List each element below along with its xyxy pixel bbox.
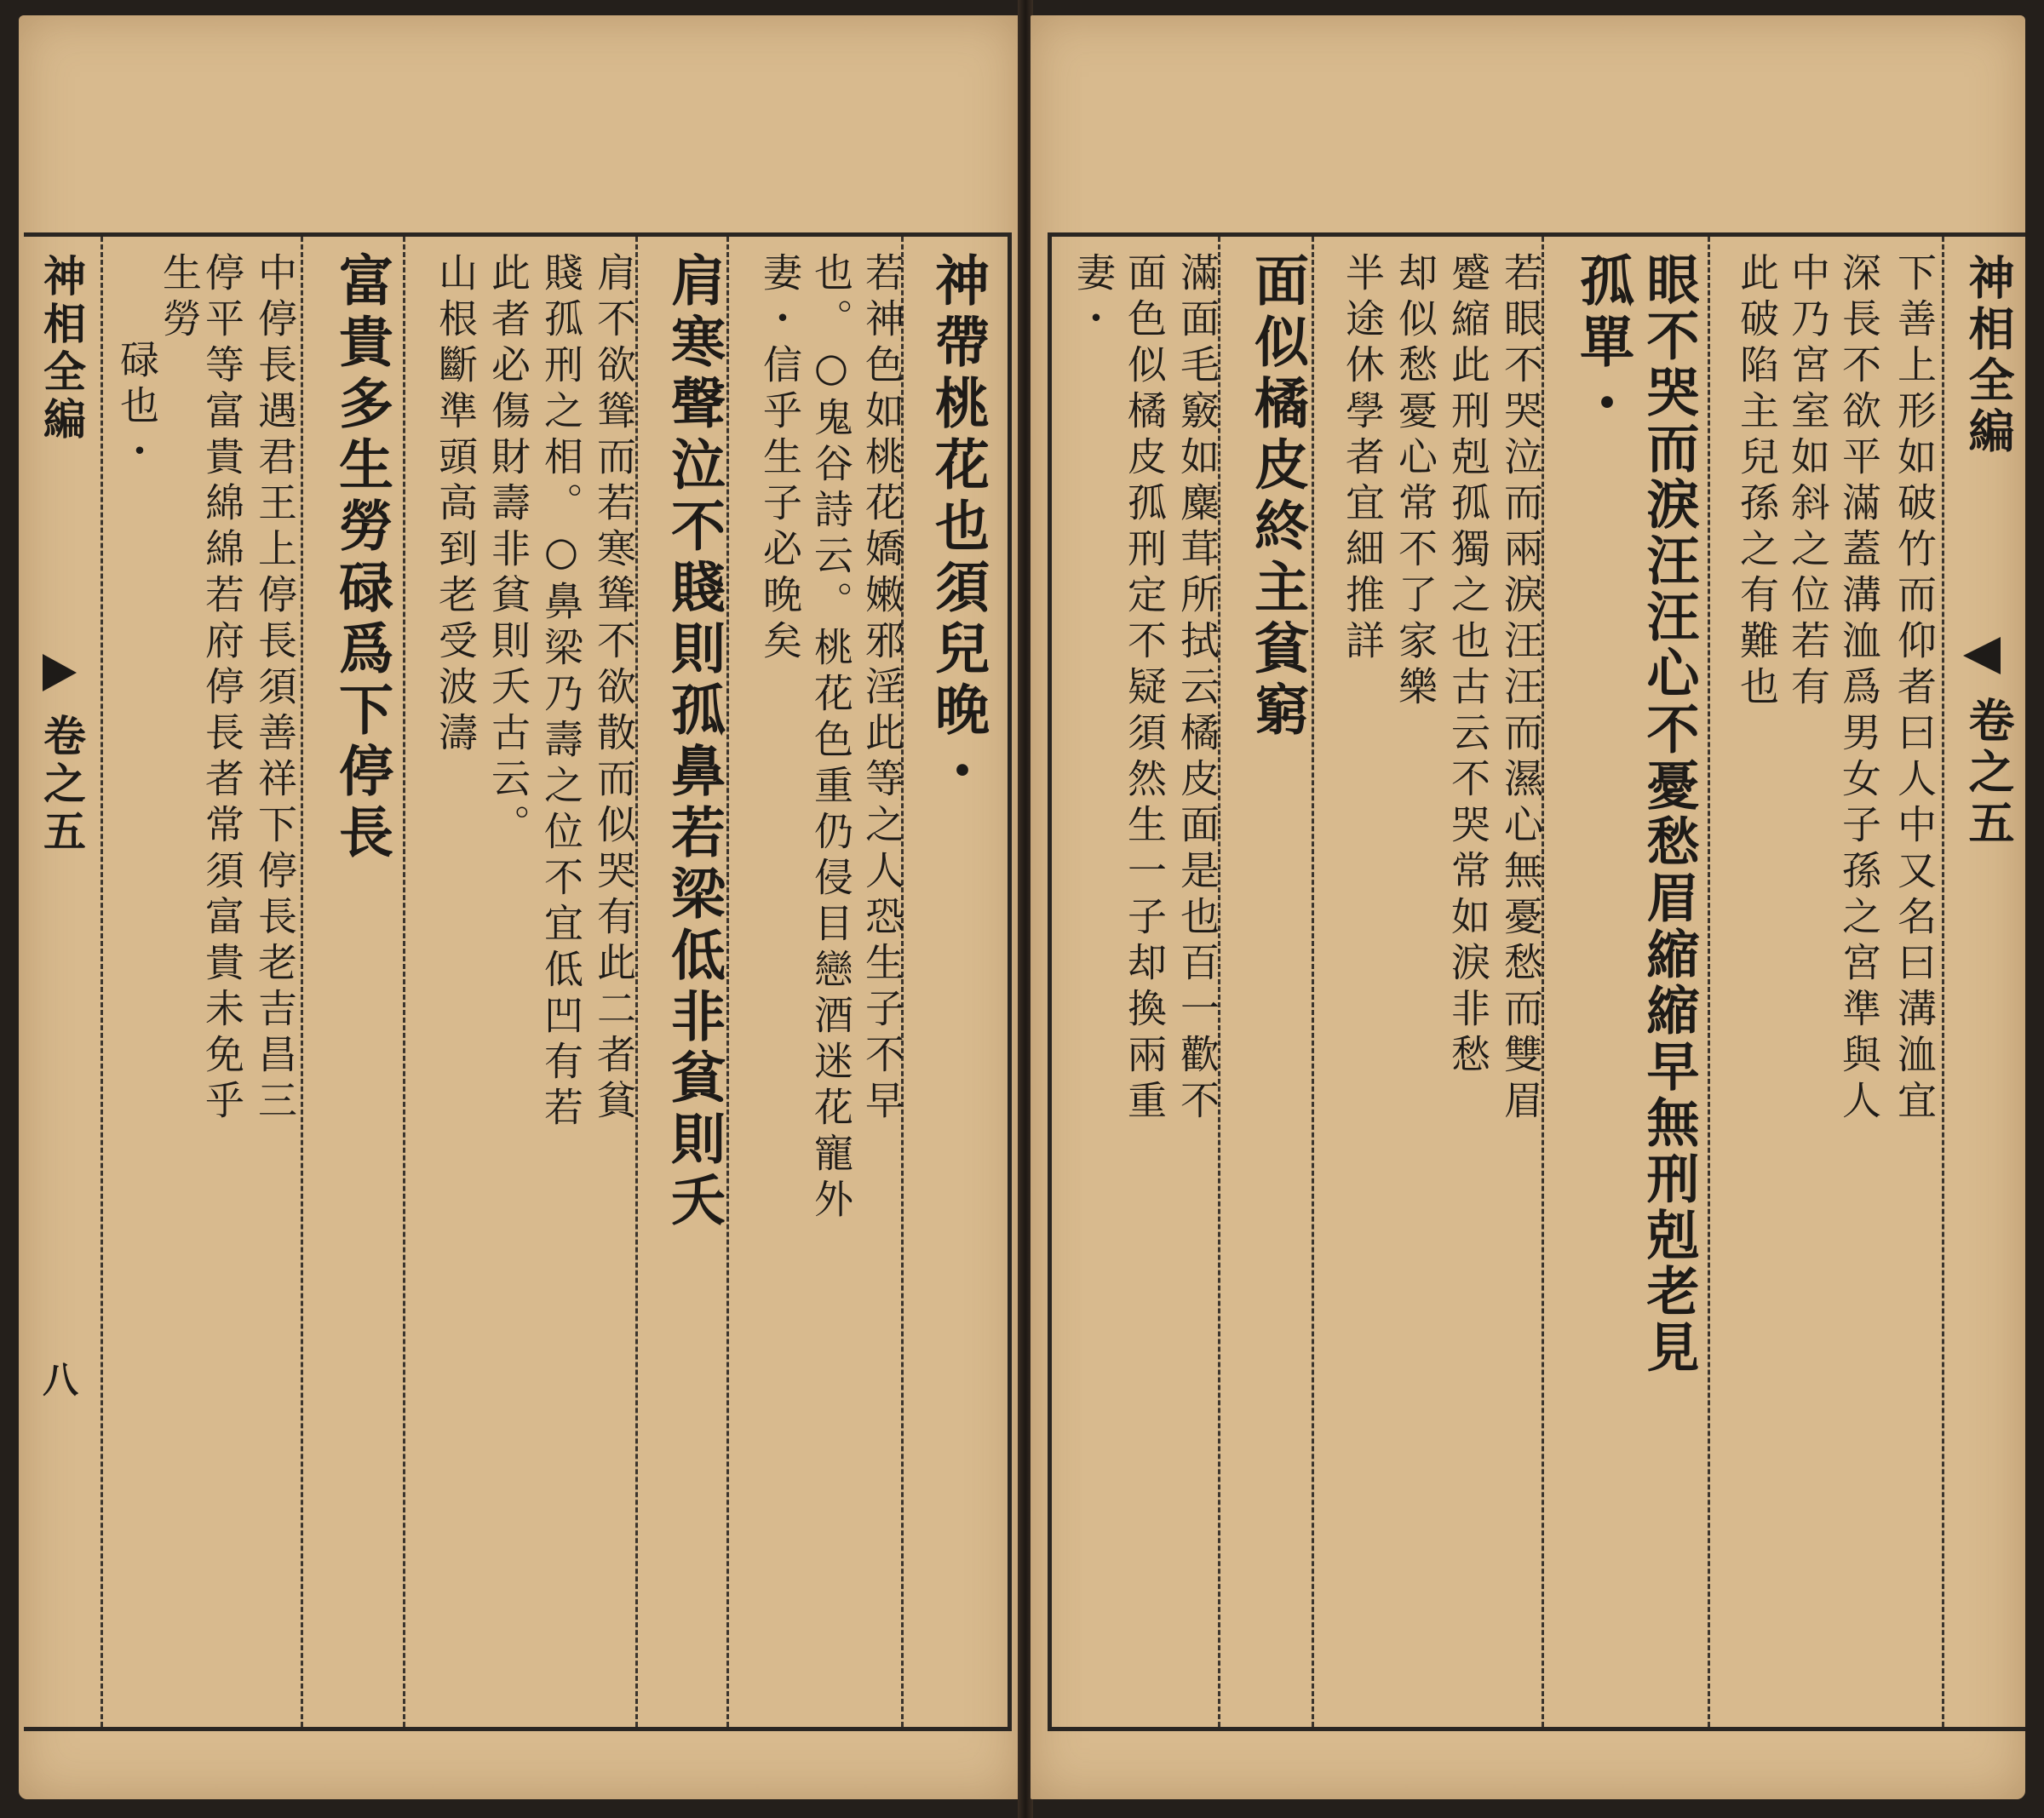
right-margin-title: 神相全編 bbox=[1961, 254, 2016, 458]
commentary-column: 碌也・ bbox=[114, 339, 160, 477]
commentary-column: 妻・信乎生子必晚矣 bbox=[757, 252, 803, 666]
fish-tail-mark-icon bbox=[1963, 637, 2001, 674]
heading-column: 面似橘皮終主貧窮 bbox=[1245, 252, 1309, 743]
commentary-column: 滿面毛竅如麋茸所拭云橘皮面是也百一歡不 bbox=[1174, 252, 1220, 1126]
fish-tail-mark-icon bbox=[43, 654, 77, 691]
heading-column: 眼不哭而淚汪汪心不憂愁眉縮縮早無刑剋老見 bbox=[1638, 252, 1700, 1376]
left-margin-title: 神相全編 bbox=[37, 254, 87, 444]
right-page bbox=[1031, 15, 2025, 1799]
heading-column: 神帶桃花也須兒晚・ bbox=[926, 252, 990, 804]
right-margin-volume: 卷之五 bbox=[1961, 697, 2016, 850]
commentary-column: 此者必傷財壽非貧則夭古云。 bbox=[485, 252, 531, 850]
commentary-column: 却似愁憂心常不了家樂 bbox=[1392, 252, 1438, 712]
commentary-column: 若神色如桃花嬌嫩邪淫此等之人恐生子不早 bbox=[859, 252, 905, 1126]
commentary-column: 深長不欲平滿蓋溝洫爲男女子孫之宮準與人 bbox=[1836, 252, 1882, 1126]
commentary-column: 中乃宮室如斜之位若有 bbox=[1785, 252, 1831, 712]
commentary-column: 下善上形如破竹而仰者曰人中又名曰溝洫宜 bbox=[1892, 252, 1938, 1126]
column-rule bbox=[1708, 237, 1710, 1727]
commentary-column: 生勞 bbox=[157, 252, 203, 344]
commentary-column: 半途休學者宜細推詳 bbox=[1340, 252, 1386, 666]
commentary-column: 妻・ bbox=[1071, 252, 1117, 344]
commentary-column: 肩不欲聳而若寒聳不欲散而似哭有此二者貧 bbox=[591, 252, 637, 1126]
left-margin-page-number: 八 bbox=[37, 1361, 79, 1402]
commentary-column: 面色似橘皮孤刑定不疑須然生一子却換兩重 bbox=[1122, 252, 1168, 1126]
commentary-column: 山根斷準頭高到老受波濤 bbox=[433, 252, 479, 758]
commentary-column: 停平等富貴綿綿若府停長者常須富貴未免乎 bbox=[199, 252, 245, 1126]
commentary-column: 蹙縮此刑剋孤獨之也古云不哭常如淚非愁 bbox=[1445, 252, 1491, 1080]
commentary-column: 中停長遇君王上停長須善祥下停長老吉昌三 bbox=[252, 252, 298, 1126]
heading-column: 肩寒聲泣不賤則孤鼻若梁低非貧則夭 bbox=[662, 252, 726, 1233]
heading-column: 富貴多生勞碌爲下停長 bbox=[330, 252, 393, 865]
column-rule bbox=[100, 237, 103, 1727]
heading-column: 孤單・ bbox=[1570, 252, 1634, 436]
right-text-frame bbox=[1048, 232, 2025, 1731]
column-rule bbox=[403, 237, 405, 1727]
left-page bbox=[19, 15, 1019, 1799]
commentary-column: 此破陷主兒孫之有難也 bbox=[1734, 252, 1780, 712]
commentary-column: 也。○鬼谷詩云。桃花色重仍侵目戀酒迷花寵外 bbox=[808, 252, 854, 1224]
left-text-frame bbox=[24, 232, 1012, 1731]
commentary-column: 賤孤刑之相。○鼻梁乃壽之位不宜低凹有若 bbox=[538, 252, 584, 1133]
left-margin-volume: 卷之五 bbox=[37, 714, 87, 857]
commentary-column: 若眼不哭泣而兩淚汪汪而濕心無憂愁而雙眉 bbox=[1498, 252, 1544, 1126]
